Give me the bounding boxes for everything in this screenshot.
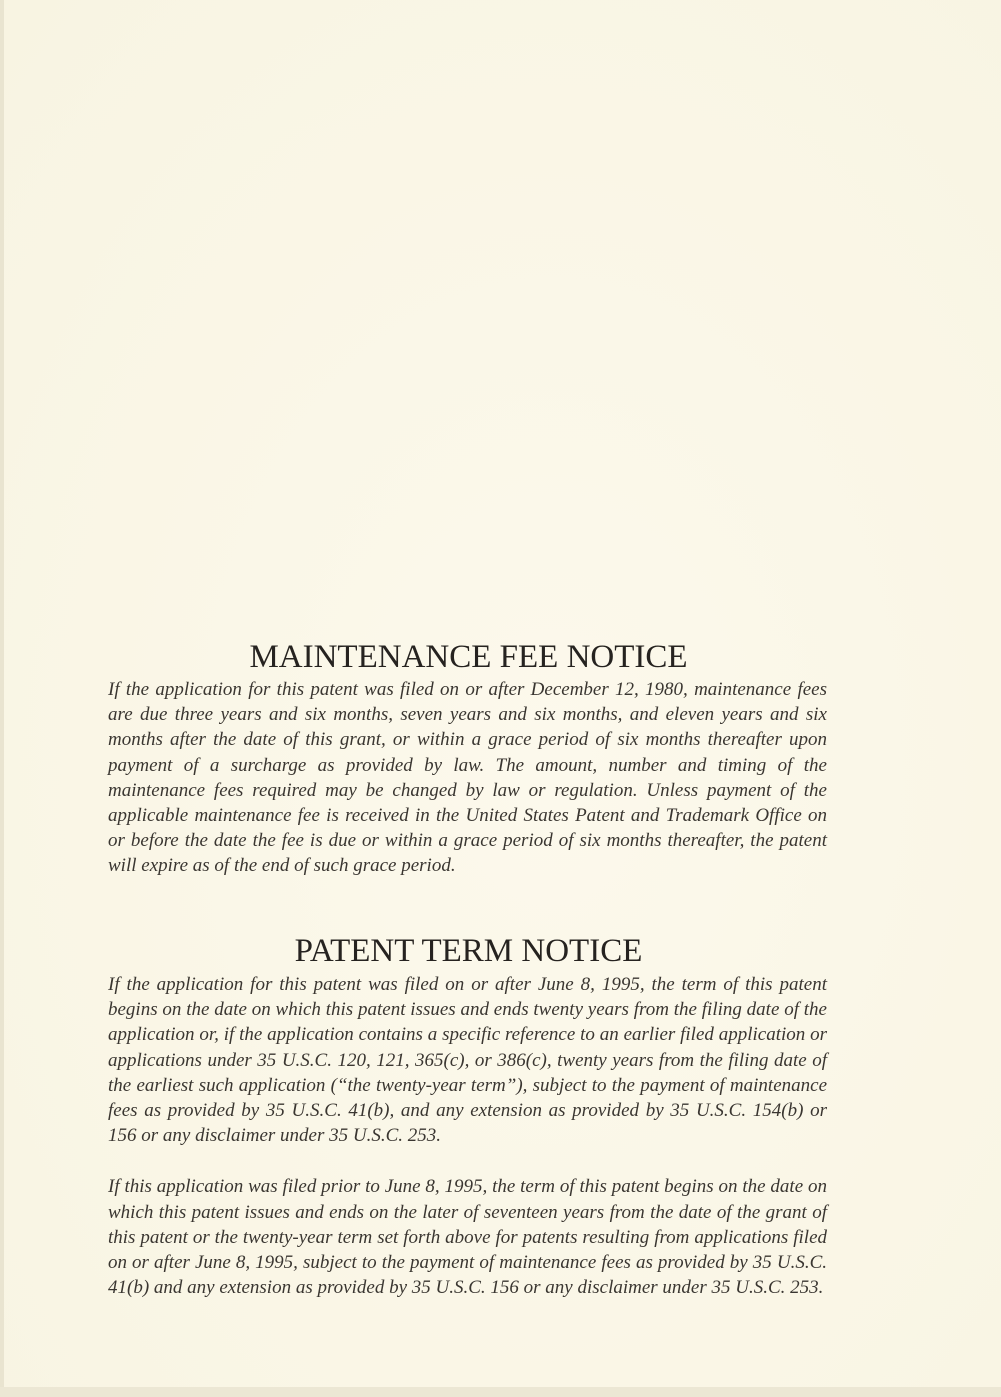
maintenance-fee-notice-heading: MAINTENANCE FEE NOTICE xyxy=(249,639,688,675)
maintenance-fee-notice-body: If the application for this patent was filed on or after December 12, 1980, maintenance fees are due three years and six months, seven years and six months, and eleven years and six months after the date of this grant, or within a grace period of six months thereafter upon payment of a surcharge as provided by law. The amount, number and timing of the maintenance fees required may be changed by law or regulation. Unless payment of the applicable maintenance fee is received in the United States Patent and Trademark Office on or before the date the fee is due or within a grace period of six months thereafter, the patent will expire as of the end of such grace period. xyxy=(108,679,827,877)
patent-term-notice-heading: PATENT TERM NOTICE xyxy=(294,933,643,969)
page-edge-left xyxy=(0,0,4,1397)
page-edge-bottom xyxy=(0,1387,1001,1397)
patent-term-notice-section xyxy=(108,932,827,1300)
patent-term-notice-paragraph-2: If this application was filed prior to June 8, 1995, the term of this patent begins on the date on which this patent issues and ends on the later of seventeen years from the date of the grant of this patent or the twenty-year term set forth above for patents resulting from applications filed on or after June 8, 1995, subject to the payment of maintenance fees as provided by 35 U.S.C. 41(b) and any extension as provided by 35 U.S.C. 156 or any disclaimer under 35 U.S.C. 253. xyxy=(108,1176,827,1299)
patent-term-notice-paragraph-1: If the application for this patent was filed on or after June 8, 1995, the term of this patent begins on the date on which this patent issues and ends twenty years from the filing date of the application or, if the application contains a specific reference to an earlier filed application or applications under 35 U.S.C. 120, 121, 365(c), or 386(c), twenty years from the filing date of the earliest such application (“the twenty-year term”), subject to the payment of maintenance fees as provided by 35 U.S.C. 41(b), and any extension as provided by 35 U.S.C. 154(b) or 156 or any disclaimer under 35 U.S.C. 253. xyxy=(108,974,827,1147)
maintenance-fee-notice-section xyxy=(108,638,827,879)
